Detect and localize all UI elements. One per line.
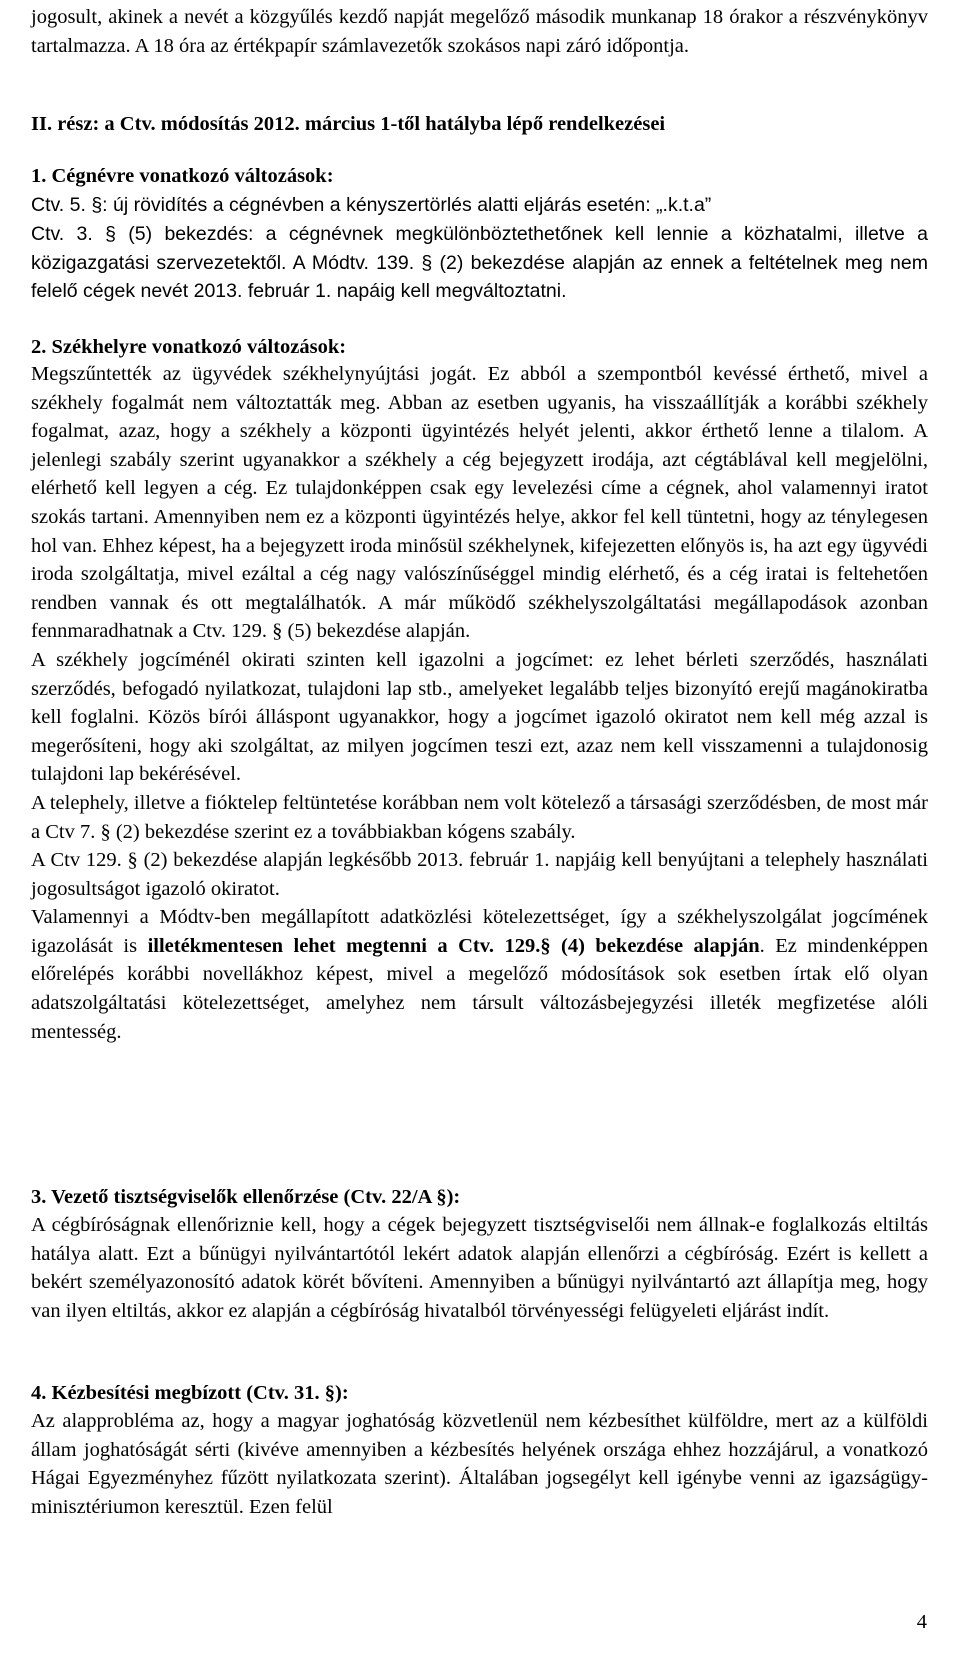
section-2-paragraph-3: A telephely, illetve a fióktelep feltüntetése korábban nem volt kötelező a társasági szerződésben, de most már a Ctv 7. § (2) bekezdése szerint ez a továbbiakban kógens szabály. <box>31 791 928 843</box>
section-2-paragraph-1: Megszűntették az ügyvédek székhelynyújtási jogát. Ez abból a szempontból kevéssé érthető, mivel a székhely fogalmát nem változtatták meg. Abban az esetben ugyanis, ha visszaállítják a korábbi székhely fogalmat, azaz, hogy a székhely a központi ügyintézés helyét jelenti, akkor érthető lenne a tilalom. A jelenlegi szabály szerint ugyanakkor a székhely a cég bejegyzett irodája, azt cégtáblával kell megjelölni, elérhető kell legyen a cég. Ez tulajdonképpen csak egy levelezési címe a cégnek, ahol valamennyi iratot szokás tartani. Amennyiben nem ez a központi ügyintézés helye, akkor fel kell tüntetni, hogy az ténylegesen hol van. Ehhez képest, ha a bejegyzett iroda minősül székhelynek, kifejezetten előnyös is, ha azt egy ügyvédi iroda szolgáltatja, mivel ezáltal a cég nagy valószínűséggel mindig elérhető, és a cég iratai is feltehetően rendben vannak és ott megtalálhatók. A már működő székhelyszolgáltatási megállapodások azonban fennmaradhatnak a Ctv. 129. § (5) bekezdése alapján. <box>31 363 928 643</box>
section-4-paragraph: Az alapprobléma az, hogy a magyar joghatóság közvetlenül nem kézbesíthet külföldre, mert az a külföldi állam joghatóságát sérti (kivéve amennyiben a kézbesítés helyének országa ehhez hozzájárul, a vonatkozó Hágai Egyezményhez fűzött nyilatkozata szerint). Általában jogsegélyt kell igénybe venni az igazságügy-minisztériumon keresztül. Ezen felül <box>31 1410 928 1518</box>
part-title: II. rész: a Ctv. módosítás 2012. március 1-től hatályba lépő rendelkezései <box>31 113 666 135</box>
intro-paragraph: jogosult, akinek a nevét a közgyűlés kezdő napját megelőző második munkanap 18 órakor a részvénykönyv tartalmazza. A 18 óra az értékpapír számlavezetők szokásos napi záró időpontja. <box>31 6 928 57</box>
page-number: 4 <box>916 1611 927 1633</box>
section-2-paragraph-5 <box>31 903 928 1046</box>
p5-end: . Ez mindenképpen előrelépés korábbi novellákhoz képest, mivel a megelőző módosítások sok esetben írtak elő olyan adatszolgáltatási kötelezettséget, amelyhez nem társult változásbejegyzési illeték megfizetése alóli mentesség. <box>31 934 928 1043</box>
section-1-paragraph: Ctv. 3. § (5) bekezdés: a cégnévnek megkülönböztethetőnek kell lennie a közhatalmi, illetve a közigazgatási szervezetektől. A Módtv. 139. § (2) bekezdése alapján az ennek a feltételnek meg nem felelő cégek nevét 2013. február 1. napáig kell megváltoztatni. <box>31 223 928 303</box>
section-1-heading: 1. Cégnévre vonatkozó változások: <box>31 165 334 187</box>
section-3-heading: 3. Vezető tisztségviselők ellenőrzése (Ctv. 22/A §): <box>31 1186 461 1208</box>
p5-start: Valamennyi a Módtv-ben megállapított adatközlési kötelezettséget, így a székhelyszolgálat jogcímének igazolását is <box>31 906 928 957</box>
section-2-heading: 2. Székhelyre vonatkozó változások: <box>31 336 347 358</box>
section-1-line: Ctv. 5. §: új rövidítés a cégnévben a kényszertörlés alatti eljárás esetén: „.k.t.a” <box>31 194 712 216</box>
section-2-body <box>31 360 928 1046</box>
section-2-paragraph-4: A Ctv 129. § (2) bekezdése alapján legkésőbb 2013. február 1. napjáig kell benyújtani a telephely használati jogosultságot igazoló okiratot. <box>31 849 928 900</box>
p5-bold: illetékmentesen lehet megtenni a Ctv. 129.§ (4) bekezdése alapján <box>147 934 760 957</box>
section-2-paragraph-2: A székhely jogcíménél okirati szinten kell igazolni a jogcímet: ez lehet bérleti szerződés, használati szerződés, befogadó nyilatkozat, tulajdoni lap stb., amelyeket legalább teljes bizonyító erejű magánokiratba kell foglalni. Közös bírói álláspont ugyanakkor, hogy a jogcímet igazoló okiratot nem kell még azzal is megerősíteni, hogy aki szolgáltat, az milyen jogcímen teszi ezt, azaz nem kell visszamenni a tulajdonosig tulajdoni lap bekérésével. <box>31 648 928 786</box>
section-3-paragraph: A cégbíróságnak ellenőriznie kell, hogy a cégek bejegyzett tisztségviselői nem állnak-e foglalkozás eltiltás hatálya alatt. Ezt a bűnügyi nyilvántartótól lekért adatok alapján ellenőrzi a cégbíróság. Ezért is kellett a bekért személyazonosító adatok körét bővíteni. Amennyiben a bűnügyi nyilvántartó azt állapítja meg, hogy van ilyen eltiltás, akkor ez alapján a cégbíróság hivatalból törvényességi felügyeleti eljárást indít. <box>31 1214 928 1322</box>
section-4-heading: 4. Kézbesítési megbízott (Ctv. 31. §): <box>31 1382 349 1404</box>
